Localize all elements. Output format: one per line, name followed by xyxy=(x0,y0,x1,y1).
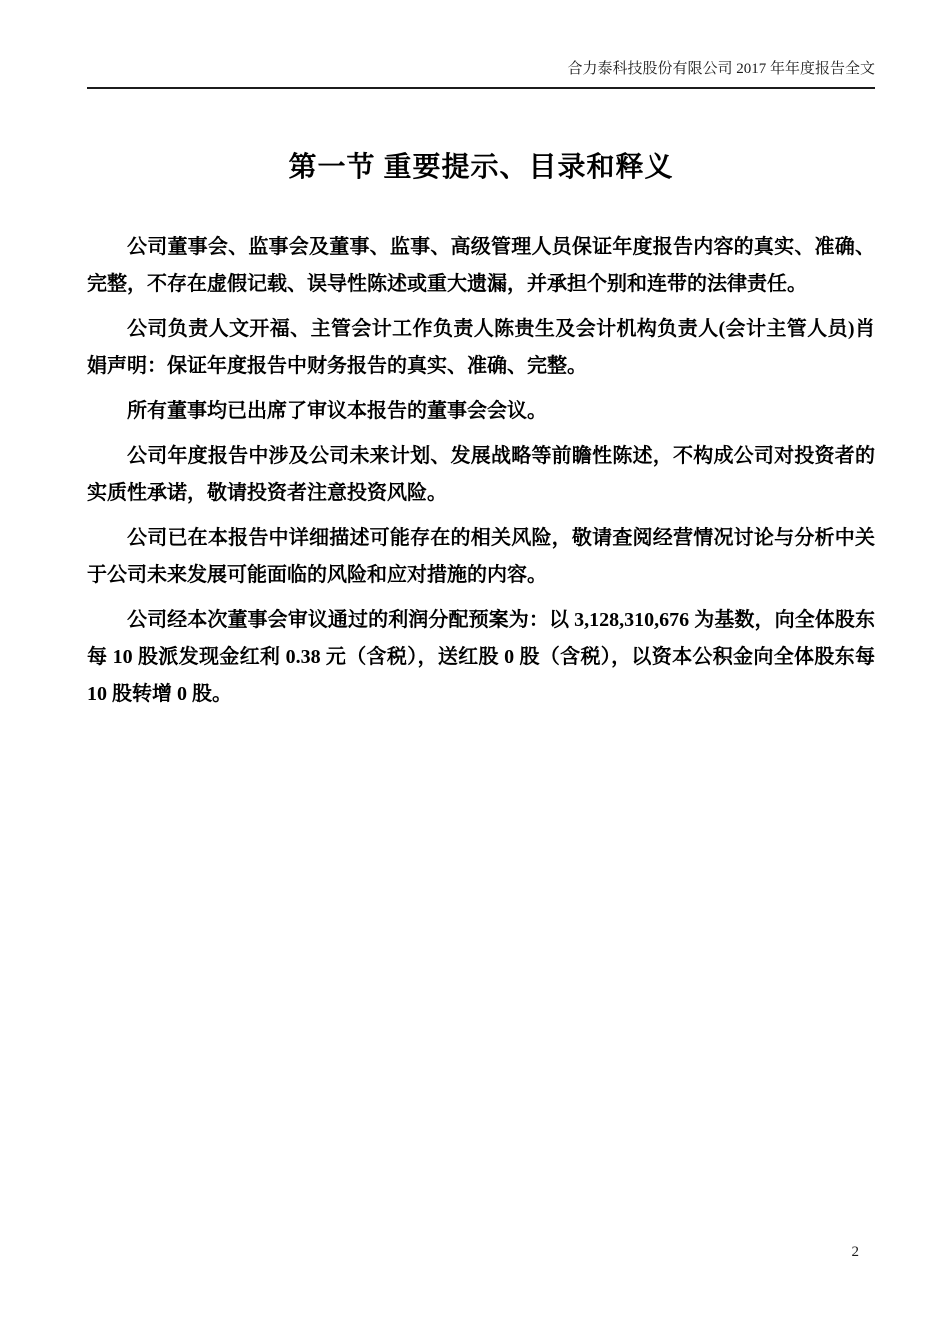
paragraph: 所有董事均已出席了审议本报告的董事会会议。 xyxy=(127,400,547,422)
page-header xyxy=(87,58,875,89)
paragraph: 公司经本次董事会审议通过的利润分配预案为：以 3,128,310,676 为基数，向全体股东每 10 股派发现金红利 0.38 元（含税），送红股 0 股（含税），以资本公积金向全体股东每 10 股转增 0 股。 xyxy=(87,609,875,705)
page-number: 2 xyxy=(851,1244,859,1260)
header-text: 合力泰科技股份有限公司 2017 年年度报告全文 xyxy=(567,61,875,77)
document-body xyxy=(87,229,875,721)
paragraph: 公司已在本报告中详细描述可能存在的相关风险，敬请查阅经营情况讨论与分析中关于公司未来发展可能面临的风险和应对措施的内容。 xyxy=(87,527,875,586)
paragraph: 公司年度报告中涉及公司未来计划、发展战略等前瞻性陈述，不构成公司对投资者的实质性承诺，敬请投资者注意投资风险。 xyxy=(87,445,875,504)
section-title: 第一节 重要提示、目录和释义 xyxy=(288,152,674,183)
paragraph: 公司董事会、监事会及董事、监事、高级管理人员保证年度报告内容的真实、准确、完整，不存在虚假记载、误导性陈述或重大遗漏，并承担个别和连带的法律责任。 xyxy=(87,236,875,295)
paragraph: 公司负责人文开福、主管会计工作负责人陈贵生及会计机构负责人(会计主管人员)肖娟声明：保证年度报告中财务报告的真实、准确、完整。 xyxy=(87,318,875,377)
